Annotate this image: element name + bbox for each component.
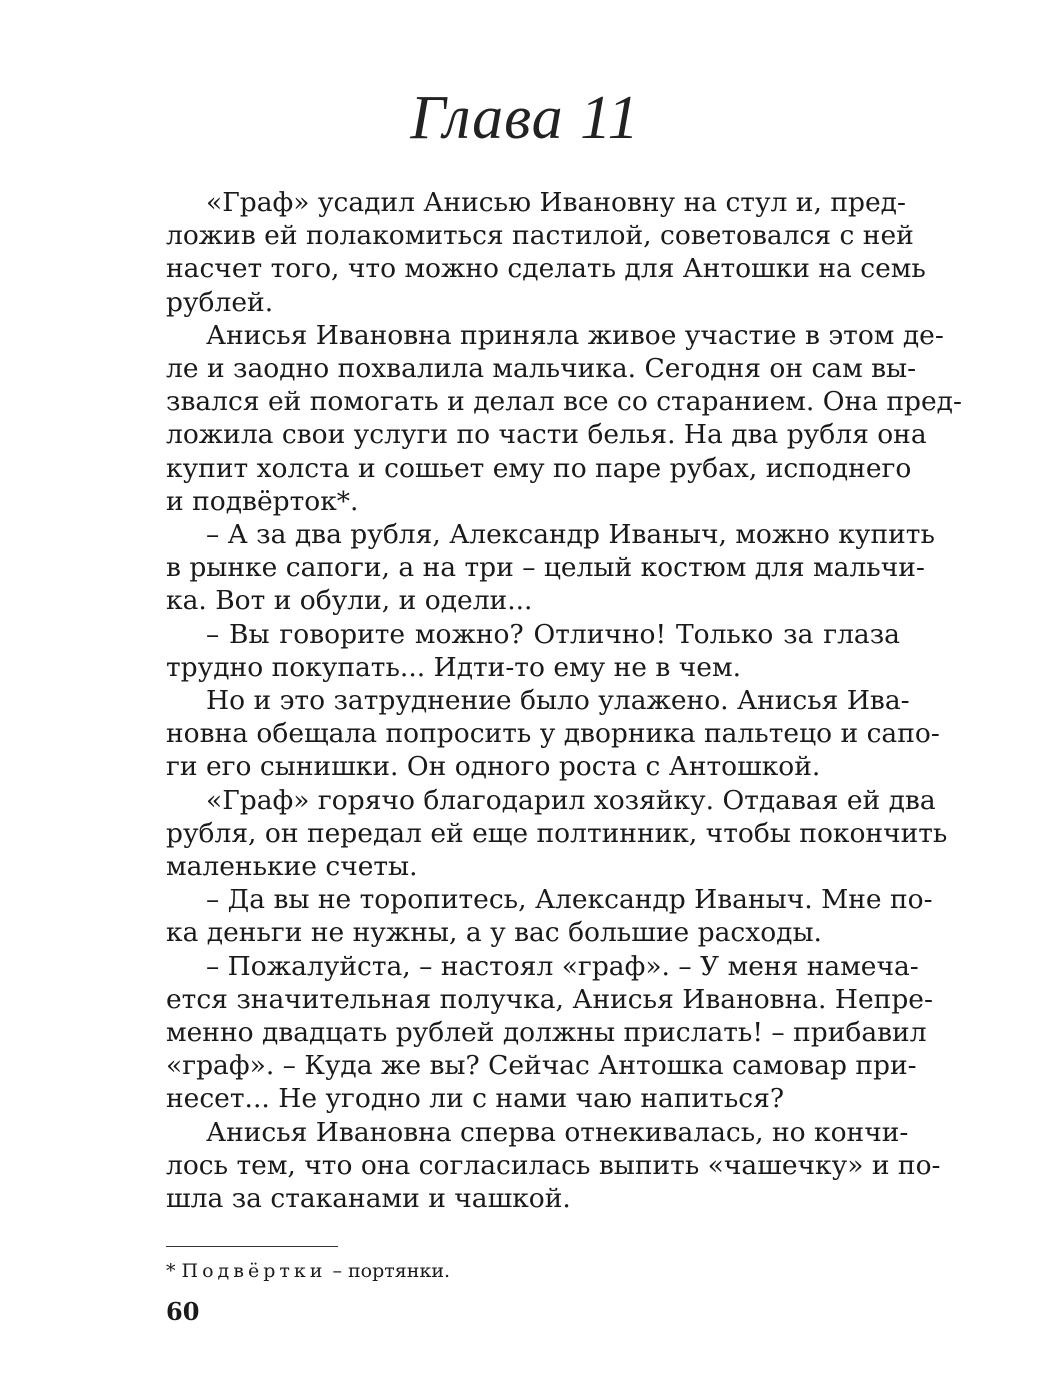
footnote-divider [166, 1246, 338, 1247]
paragraph [166, 883, 933, 949]
paragraph [166, 1116, 941, 1216]
paragraph [166, 618, 900, 684]
text-line: и подвёрток*. [166, 485, 359, 517]
text-line: маленькие счеты. [166, 851, 418, 883]
text-line: – Вы говорите можно? Отлично! Только за глаза [206, 618, 900, 650]
paragraph [166, 784, 948, 884]
text-line: – Да вы не торопитесь, Александр Иваныч. Мне по- [206, 884, 933, 916]
text-line: рублей. [166, 286, 274, 318]
text-line: ложив ей полакомиться пастилой, советовался с ней [166, 220, 914, 252]
paragraph [166, 186, 926, 319]
footnote-definition: портянки. [348, 1260, 451, 1282]
text-line: «Граф» усадил Анисью Ивановну на стул и, пред- [206, 187, 906, 218]
text-line: Анисья Ивановна приняла живое участие в этом де- [206, 319, 944, 351]
paragraph [166, 950, 933, 1116]
text-line: Но и это затруднение было улажено. Анисья Ива- [206, 685, 910, 717]
paragraph [166, 319, 962, 518]
text-line: «граф». – Куда же вы? Сейчас Антошка самовар при- [166, 1050, 917, 1082]
text-line: менно двадцать рублей должны прислать! – прибавил [166, 1017, 927, 1049]
chapter-title: Глава 11 [410, 84, 640, 152]
text-line: – Пожалуйста, – настоял «граф». – У меня намеча- [206, 950, 919, 982]
text-line: купит холста и сошьет ему по паре рубах, исподнего [166, 452, 912, 484]
text-line: в рынке сапоги, а на три – целый костюм для мальчи- [166, 552, 925, 584]
text-line: несет... Не угодно ли с нами чаю напиться? [166, 1083, 785, 1115]
text-line: насчет того, что можно сделать для Антошки на семь [166, 253, 926, 285]
paragraph [166, 684, 940, 784]
text-line: ле и заодно похвалила мальчика. Сегодня он сам вы- [166, 353, 917, 385]
paragraph [166, 518, 935, 618]
body-text [166, 186, 962, 1215]
footnote [166, 1258, 450, 1284]
footnote-dash: – [332, 1260, 342, 1282]
text-line: новна обещала попросить у дворника пальтецо и сапо- [166, 718, 940, 750]
page-number: 60 [166, 1297, 200, 1326]
text-line: шла за стаканами и чашкой. [166, 1183, 571, 1215]
text-line: «Граф» горячо благодарил хозяйку. Отдавая ей два [206, 784, 936, 816]
text-line: трудно покупать... Идти-то ему не в чем. [166, 651, 741, 683]
text-line: ка. Вот и обули, и одели... [166, 585, 533, 617]
footnote-term: Подвёртки [181, 1260, 327, 1282]
text-line: Анисья Ивановна сперва отнекивалась, но кончи- [206, 1116, 909, 1148]
text-line: – А за два рубля, Александр Иваныч, можно купить [206, 519, 935, 551]
text-line: ка деньги не нужны, а у вас большие расходы. [166, 917, 822, 949]
text-line: ется значительная получка, Анисья Ивановна. Непре- [166, 983, 933, 1015]
text-line: звался ей помогать и делал все со старанием. Она пред- [166, 386, 962, 418]
footnote-marker: * [166, 1260, 176, 1282]
text-line: рубля, он передал ей еще полтинник, чтобы покончить [166, 817, 948, 849]
text-line: ги его сынишки. Он одного роста с Антошкой. [166, 751, 821, 783]
text-line: ложила свои услуги по части белья. На два рубля она [166, 419, 927, 451]
text-line: лось тем, что она согласилась выпить «чашечку» и по- [166, 1149, 941, 1181]
